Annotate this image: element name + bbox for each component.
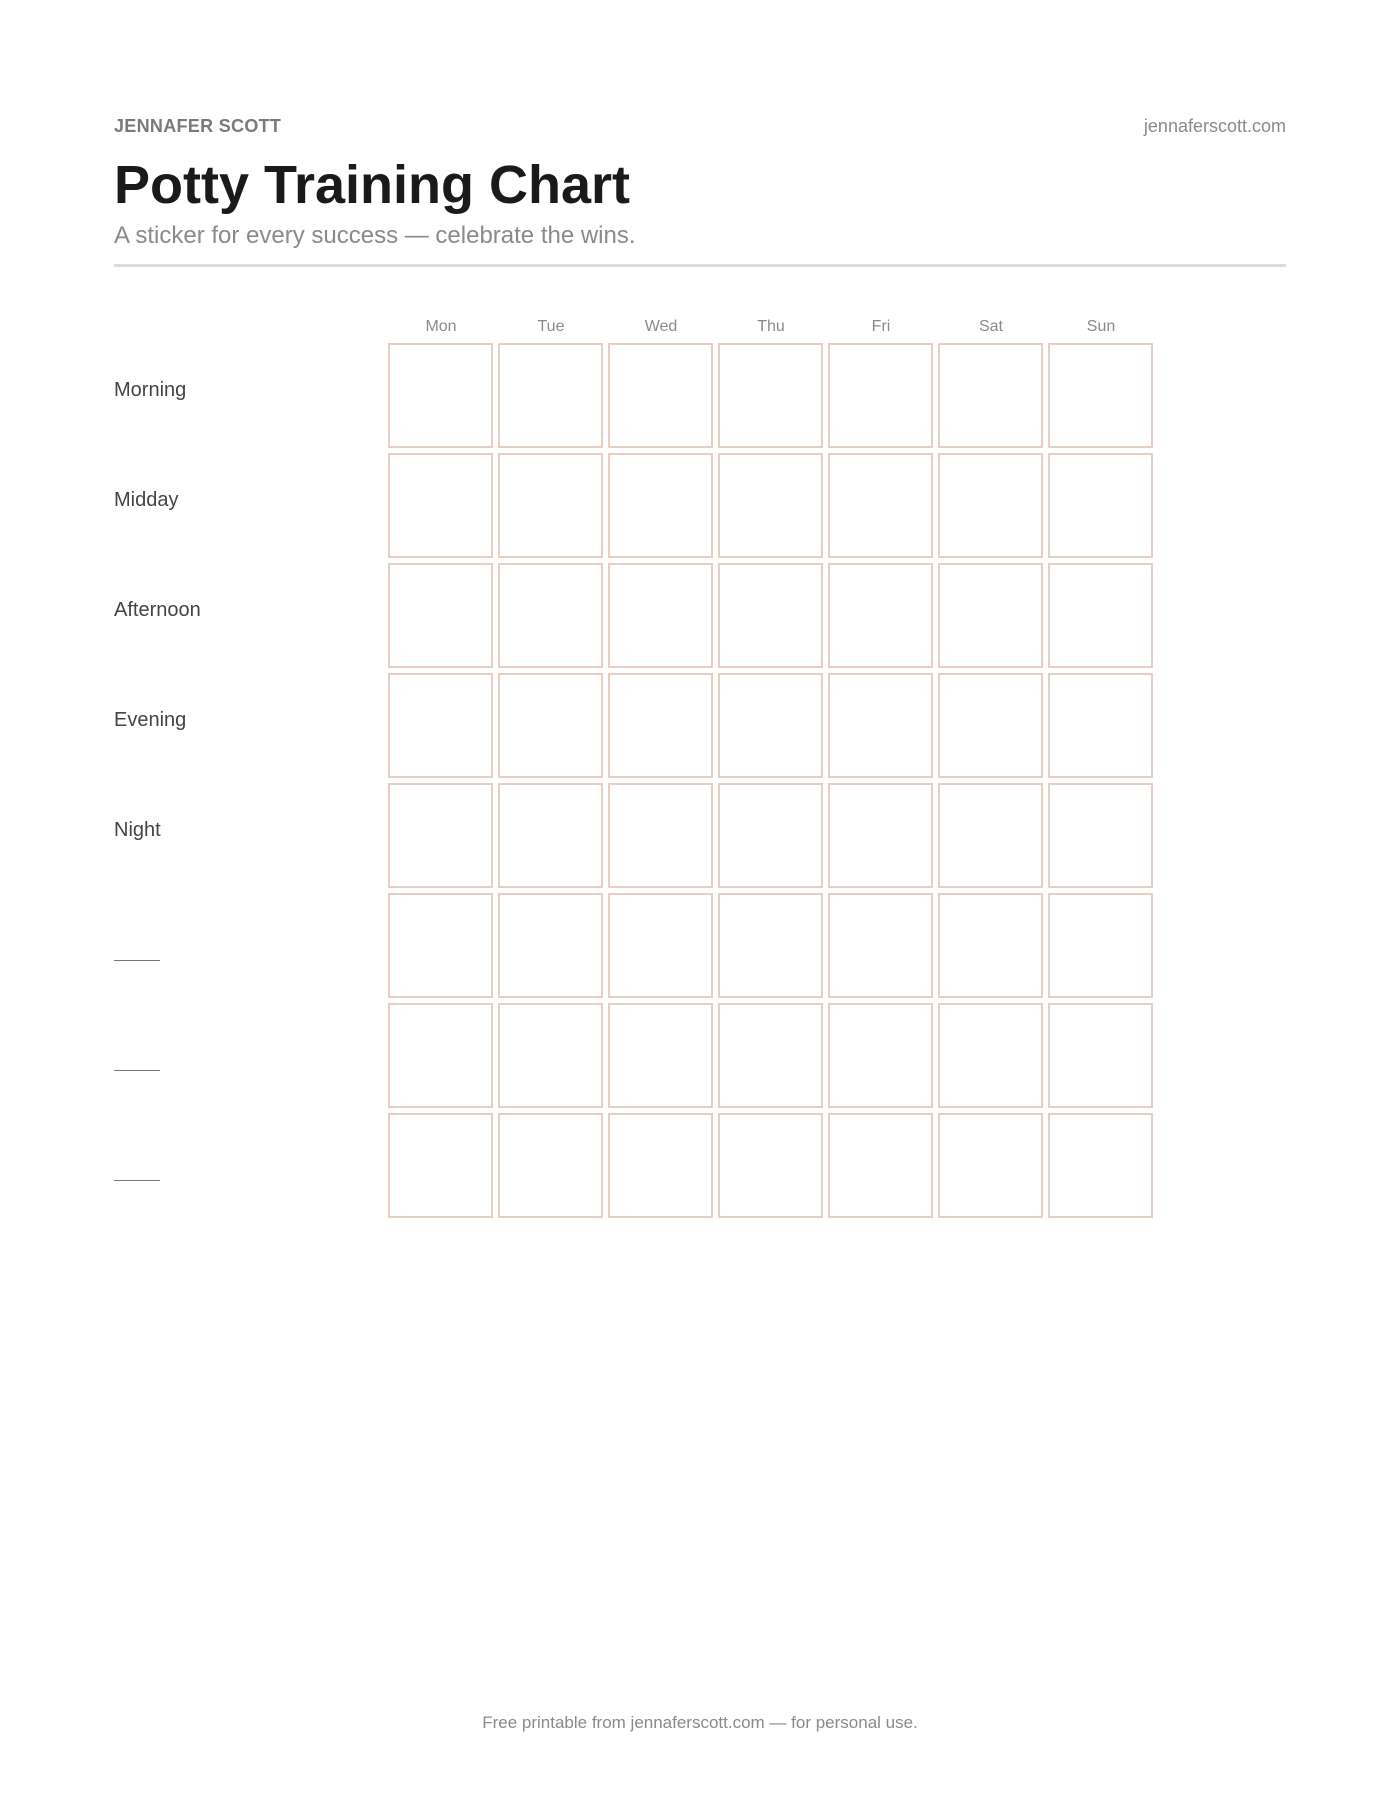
sticker-cell[interactable] bbox=[498, 1003, 603, 1108]
sticker-cell[interactable] bbox=[388, 563, 493, 668]
sticker-cell[interactable] bbox=[718, 1113, 823, 1218]
page-subtitle: A sticker for every success — celebrate the wins. bbox=[114, 222, 636, 249]
sticker-cell[interactable] bbox=[608, 563, 713, 668]
sticker-cell[interactable] bbox=[388, 1113, 493, 1218]
sticker-cell[interactable] bbox=[388, 673, 493, 778]
sticker-cell[interactable] bbox=[498, 343, 603, 448]
sticker-cell[interactable] bbox=[1048, 343, 1153, 448]
sticker-cell[interactable] bbox=[718, 673, 823, 778]
sticker-cell[interactable] bbox=[938, 893, 1043, 998]
header-divider bbox=[114, 264, 1286, 267]
sticker-cell[interactable] bbox=[1048, 563, 1153, 668]
day-header-4: Fri bbox=[871, 318, 891, 335]
sticker-cell[interactable] bbox=[498, 453, 603, 558]
sticker-cell[interactable] bbox=[718, 783, 823, 888]
sticker-cell[interactable] bbox=[1048, 673, 1153, 778]
row-label-4: Night bbox=[114, 819, 161, 841]
sticker-cell[interactable] bbox=[388, 893, 493, 998]
sticker-cell[interactable] bbox=[938, 343, 1043, 448]
sticker-cell[interactable] bbox=[498, 563, 603, 668]
sticker-cell[interactable] bbox=[608, 893, 713, 998]
sticker-cell[interactable] bbox=[388, 1003, 493, 1108]
sticker-cell[interactable] bbox=[498, 673, 603, 778]
sticker-cell[interactable] bbox=[828, 563, 933, 668]
row-label-3: Evening bbox=[114, 709, 187, 731]
row-label-blank-line[interactable] bbox=[114, 960, 160, 961]
day-header-5: Sat bbox=[978, 318, 1003, 335]
row-label-0: Morning bbox=[114, 379, 187, 401]
sticker-cell[interactable] bbox=[608, 453, 713, 558]
sticker-cell[interactable] bbox=[718, 563, 823, 668]
sticker-cell[interactable] bbox=[498, 783, 603, 888]
sticker-cell[interactable] bbox=[388, 343, 493, 448]
sticker-cell[interactable] bbox=[498, 1113, 603, 1218]
row-label-blank-line[interactable] bbox=[114, 1180, 160, 1181]
day-header-0: Mon bbox=[425, 318, 457, 335]
row-label-1: Midday bbox=[114, 489, 179, 511]
sticker-cell[interactable] bbox=[1048, 783, 1153, 888]
row-label-2: Afternoon bbox=[114, 599, 201, 621]
sticker-cell[interactable] bbox=[718, 343, 823, 448]
brand-name: JENNAFER SCOTT bbox=[114, 116, 282, 136]
sticker-cell[interactable] bbox=[938, 1003, 1043, 1108]
sticker-cell[interactable] bbox=[828, 783, 933, 888]
sticker-cell[interactable] bbox=[388, 783, 493, 888]
footer-note: Free printable from jennaferscott.com — for personal use. bbox=[482, 1713, 918, 1732]
sticker-cell[interactable] bbox=[828, 673, 933, 778]
sticker-cell[interactable] bbox=[938, 453, 1043, 558]
sticker-cell[interactable] bbox=[608, 1113, 713, 1218]
sticker-cell[interactable] bbox=[1048, 893, 1153, 998]
sticker-cell[interactable] bbox=[938, 783, 1043, 888]
sticker-cell[interactable] bbox=[828, 1003, 933, 1108]
sticker-cell[interactable] bbox=[828, 453, 933, 558]
sticker-cell[interactable] bbox=[498, 893, 603, 998]
day-header-6: Sun bbox=[1086, 318, 1116, 335]
sticker-cell[interactable] bbox=[828, 893, 933, 998]
sticker-cell[interactable] bbox=[718, 453, 823, 558]
sticker-cell[interactable] bbox=[718, 1003, 823, 1108]
day-header-1: Tue bbox=[537, 318, 565, 335]
sticker-cell[interactable] bbox=[828, 1113, 933, 1218]
sticker-cell[interactable] bbox=[938, 563, 1043, 668]
day-header-2: Wed bbox=[644, 318, 678, 335]
sticker-cell[interactable] bbox=[1048, 453, 1153, 558]
site-url[interactable]: jennaferscott.com bbox=[1143, 116, 1286, 136]
sticker-cell[interactable] bbox=[938, 673, 1043, 778]
row-label-blank-line[interactable] bbox=[114, 1070, 160, 1071]
sticker-cell[interactable] bbox=[388, 453, 493, 558]
sticker-cell[interactable] bbox=[1048, 1113, 1153, 1218]
sticker-cell[interactable] bbox=[718, 893, 823, 998]
sticker-cell[interactable] bbox=[1048, 1003, 1153, 1108]
sticker-cell[interactable] bbox=[608, 343, 713, 448]
sticker-cell[interactable] bbox=[608, 1003, 713, 1108]
sticker-cell[interactable] bbox=[938, 1113, 1043, 1218]
sticker-cell[interactable] bbox=[608, 673, 713, 778]
page-title: Potty Training Chart bbox=[114, 155, 631, 215]
sticker-cell[interactable] bbox=[828, 343, 933, 448]
day-header-3: Thu bbox=[757, 318, 785, 335]
sticker-cell[interactable] bbox=[608, 783, 713, 888]
